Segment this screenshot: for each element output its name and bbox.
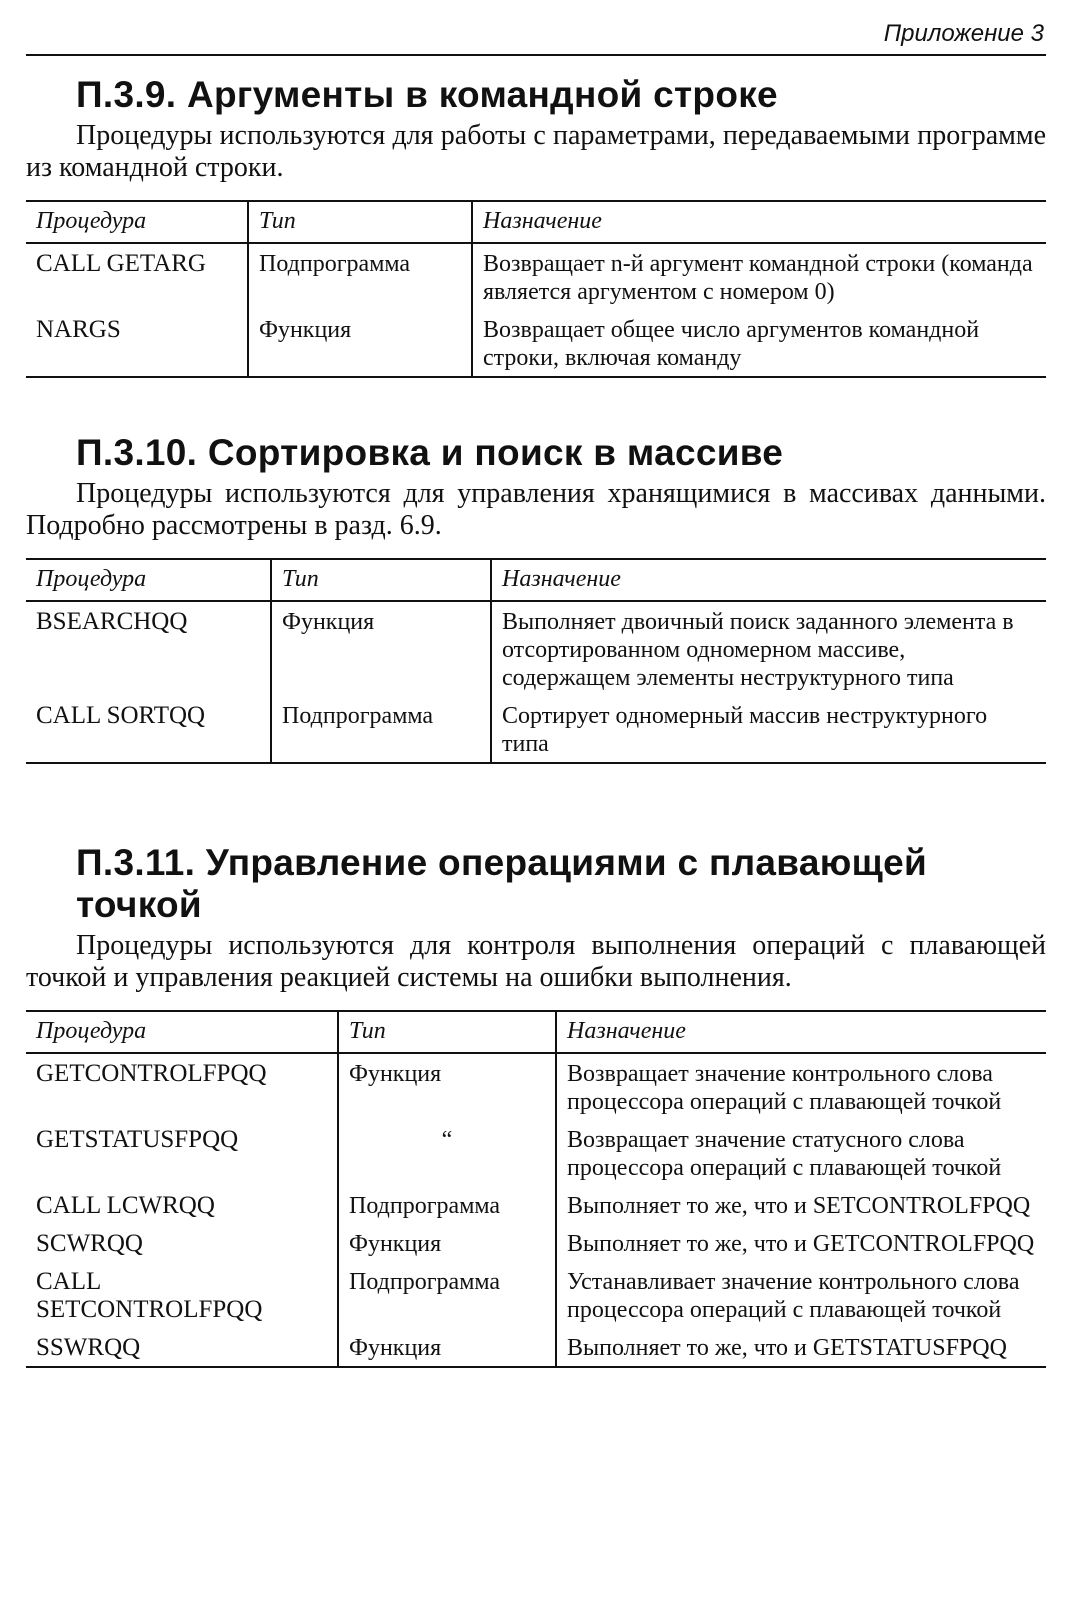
section-title: П.3.10. Сортировка и поиск в массиве (76, 432, 784, 473)
procedure-name: NARGS (36, 316, 121, 343)
procedure-type: Подпрограмма (271, 696, 491, 763)
procedure-type-ditto: “ (338, 1120, 556, 1186)
section-command-line-args (26, 74, 1046, 378)
procedure-purpose: Выполняет то же, что и GETCONTROLFPQQ (556, 1224, 1046, 1262)
procedure-purpose: Возвращает общее число аргументов командной строки, включая команду (472, 310, 1046, 377)
procedure-purpose: Выполняет двоичный поиск заданного элемента в отсортированном одномерном массиве, содержащем элементы неструктурного типа (491, 601, 1046, 696)
column-header-procedure: Процедура (26, 1011, 338, 1053)
section-title: П.3.11. Управление операциями с плавающей точкой (76, 842, 928, 925)
column-header-purpose: Назначение (491, 559, 1046, 601)
table-row (26, 601, 1046, 696)
procedure-type: Подпрограмма (338, 1186, 556, 1224)
procedure-name: BSEARCHQQ (36, 608, 188, 635)
section-title: П.3.9. Аргументы в командной строке (76, 74, 778, 115)
column-header-procedure: Процедура (26, 559, 271, 601)
procedure-type: Подпрограмма (338, 1262, 556, 1328)
procedure-purpose: Выполняет то же, что и SETCONTROLFPQQ (556, 1186, 1046, 1224)
column-header-purpose: Назначение (556, 1011, 1046, 1053)
column-header-type: Тип (248, 201, 472, 243)
section-intro: Процедуры используются для контроля выполнения операций с плавающей точкой и управления реакцией системы на ошибки выполнения. (26, 930, 1046, 993)
table-row (26, 696, 1046, 763)
table-row (26, 1120, 1046, 1186)
procedure-purpose: Возвращает значение контрольного слова процессора операций с плавающей точкой (556, 1053, 1046, 1120)
procedures-table (26, 558, 1046, 764)
table-header-row (26, 559, 1046, 601)
table-row (26, 1262, 1046, 1328)
table-row (26, 1328, 1046, 1367)
procedure-name: SSWRQQ (36, 1334, 141, 1361)
procedure-type: Функция (271, 601, 491, 696)
procedures-table (26, 200, 1046, 378)
header-rule (26, 54, 1046, 56)
table-row (26, 243, 1046, 310)
procedure-purpose: Возвращает значение статусного слова процессора операций с плавающей точкой (556, 1120, 1046, 1186)
table-row (26, 1186, 1046, 1224)
column-header-type: Тип (271, 559, 491, 601)
running-head: Приложение 3 (883, 20, 1044, 47)
table-row (26, 1053, 1046, 1120)
procedure-name: CALL LCWRQQ (36, 1192, 215, 1219)
procedure-type: Функция (338, 1053, 556, 1120)
column-header-purpose: Назначение (472, 201, 1046, 243)
procedures-table (26, 1010, 1046, 1368)
procedure-purpose: Устанавливает значение контрольного слова процессора операций с плавающей точкой (556, 1262, 1046, 1328)
section-array-sort-search (26, 432, 1046, 764)
procedure-type: Функция (248, 310, 472, 377)
procedure-name: CALL GETARG (36, 250, 206, 277)
procedure-name: CALL SORTQQ (36, 702, 206, 729)
column-header-type: Тип (338, 1011, 556, 1053)
procedure-name: CALL SETCONTROLFPQQ (36, 1268, 263, 1323)
procedure-purpose: Сортирует одномерный массив неструктурного типа (491, 696, 1046, 763)
table-header-row (26, 201, 1046, 243)
procedure-name: GETSTATUSFPQQ (36, 1126, 239, 1153)
procedure-name: GETCONTROLFPQQ (36, 1060, 267, 1087)
table-header-row (26, 1011, 1046, 1053)
procedure-purpose: Возвращает n-й аргумент командной строки (команда является аргументом с номером 0) (472, 243, 1046, 310)
procedure-purpose: Выполняет то же, что и GETSTATUSFPQQ (556, 1328, 1046, 1367)
section-floating-point-control (26, 842, 1046, 1368)
column-header-procedure: Процедура (26, 201, 248, 243)
table-row (26, 310, 1046, 377)
procedure-type: Функция (338, 1328, 556, 1367)
procedure-name: SCWRQQ (36, 1230, 143, 1257)
section-intro: Процедуры используются для управления хранящимися в массивах данными. Подробно рассмотрены в разд. 6.9. (26, 478, 1046, 541)
table-row (26, 1224, 1046, 1262)
procedure-type: Функция (338, 1224, 556, 1262)
section-intro: Процедуры используются для работы с параметрами, передаваемыми программе из командной строки. (26, 120, 1046, 183)
procedure-type: Подпрограмма (248, 243, 472, 310)
